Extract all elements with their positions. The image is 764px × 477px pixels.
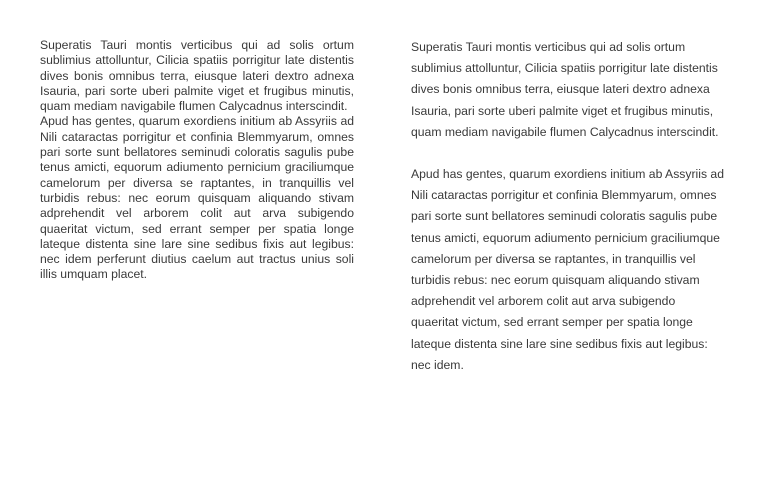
left-text-column <box>40 38 354 283</box>
right-text-column <box>411 37 724 376</box>
right-paragraph-2: Apud has gentes, quarum exordiens initium ab Assyriis ad Nili cataractas porrigitur et confinia Blemmyarum, omnes pari sorte sunt bellatores seminudi coloratis sagulis pube tenus amicti, equorum adiumento pernicium graciliumque camelorum per diversa se raptantes, in tranquillis vel turbidis rebus: nec eorum quisquam aliquando stivam adprehendit vel arborem colit aut arva subigendo quaeritat victum, sed errant semper per spatia longe lateque distenta sine lare sine sedibus fixis aut legibus: nec idem. <box>411 167 724 372</box>
left-paragraph-1: Superatis Tauri montis verticibus qui ad solis ortum sublimius attolluntur, Cilicia spatiis porrigitur late distentis dives bonis omnibus terra, eiusque lateri dextro adnexa Isauria, pari sorte uberi palmite viget et frugibus minutis, quam mediam navigabile flumen Calycadnus interscindit. <box>40 38 354 114</box>
right-paragraph-1: Superatis Tauri montis verticibus qui ad solis ortum sublimius attolluntur, Cilicia spatiis porrigitur late distentis dives bonis omnibus terra, eiusque lateri dextro adnexa Isauria, pari sorte uberi palmite viget et frugibus minutis, quam mediam navigabile flumen Calycadnus interscindit. <box>411 40 719 139</box>
left-paragraph-2: Apud has gentes, quarum exordiens initium ab Assyriis ad Nili cataractas porrigitur et confinia Blemmyarum, omnes pari sorte sunt bellatores seminudi coloratis sagulis pube tenus amicti, equorum adiumento pernicium graciliumque camelorum per diversa se raptantes, in tranquillis vel turbidis rebus: nec eorum quisquam aliquando stivam adprehendit vel arborem colit aut arva subigendo quaeritat victum, sed errant semper per spatia longe lateque distenta sine lare sine sedibus fixis aut legibus: nec idem perferunt diutius caelum aut tractus unius soli illis umquam placet. <box>40 114 354 282</box>
